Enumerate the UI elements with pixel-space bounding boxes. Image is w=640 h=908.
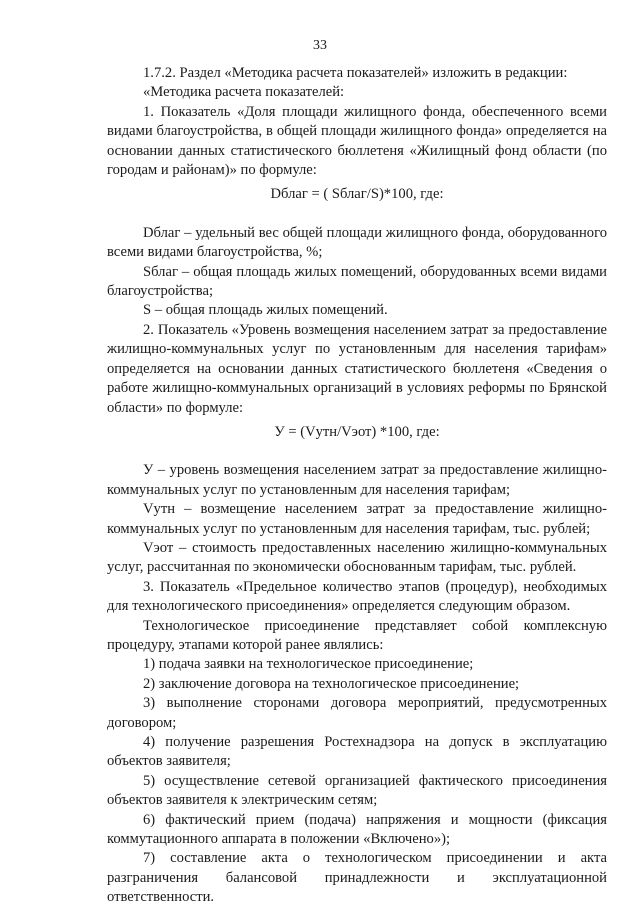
list-item-2: 2) заключение договора на технологическое присоединение; (143, 675, 520, 692)
paragraph-s-definition: S – общая площадь жилых помещений. (143, 302, 388, 319)
list-item-4: 4) получение разрешения Ростехнадзора на допуск в эксплуатацию объектов заявителя; (107, 734, 607, 770)
paragraph-vutn-definition: Vутн – возмещение населением затрат за предоставление жилищно-коммунальных услуг по установленным для населения тарифам, тыс. рублей; (107, 501, 607, 537)
paragraph-indicator-2: 2. Показатель «Уровень возмещения населением затрат за предоставление жилищно-коммунальных услуг по установленным для населения тарифам» определяется на основании данных статистического бюллетеня «Сведения о работе жилищно-коммунальных организаций в условиях реформы по Брянской области» по формуле: (107, 321, 607, 416)
paragraph-section-heading: 1.7.2. Раздел «Методика расчета показателей» изложить в редакции: (143, 65, 568, 81)
paragraph-dblag-definition: Dблаг – удельный вес общей площади жилищного фонда, оборудованного всеми видами благоустройства, %; (107, 224, 607, 261)
paragraph-indicator-1: 1. Показатель «Доля площади жилищного фонда, обеспеченного всеми видами благоустройства, в общей площади жилищного фонда» определяется на основании данных статистического бюллетеня «Жилищный фонд области (по городам и районам)» по формуле: (107, 103, 607, 179)
list-item-1: 1) подача заявки на технологическое присоединение; (143, 656, 474, 673)
paragraph-u-definition: У – уровень возмещения населением затрат за предоставление жилищно-коммунальных услуг по установленным для населения тарифам; (107, 462, 607, 498)
document-body (107, 64, 607, 908)
page-number: 33 (313, 38, 327, 53)
formula-u: У = (Vутн/Vэот) *100, где: (274, 423, 440, 440)
list-item-3: 3) выполнение сторонами договора мероприятий, предусмотренных договором; (107, 695, 607, 731)
formula-dblag: Dблаг = ( Sблаг/S)*100, где: (270, 186, 444, 203)
paragraph-sblag-definition: Sблаг – общая площадь жилых помещений, оборудованных всеми видами благоустройства; (107, 263, 607, 300)
list-item-5: 5) осуществление сетевой организацией фактического присоединения объектов заявителя к электрическим сетям; (107, 772, 607, 809)
paragraph-methodology-title: «Методика расчета показателей: (143, 84, 345, 101)
list-item-6: 6) фактический прием (подача) напряжения и мощности (фиксация коммутационного аппарата в положении «Включено»); (107, 811, 607, 848)
paragraph-tech-connection: Технологическое присоединение представляет собой комплексную процедуру, этапами которой ранее являлись: (107, 617, 607, 653)
paragraph-veot-definition: Vэот – стоимость предоставленных населению жилищно-коммунальных услуг, рассчитанная по экономически обоснованным тарифам, тыс. рублей. (107, 539, 607, 576)
paragraph-indicator-3: 3. Показатель «Предельное количество этапов (процедур), необходимых для технологического присоединения» определяется следующим образом. (107, 578, 607, 615)
list-item-7: 7) составление акта о технологическом присоединении и акта разграничения балансовой принадлежности и эксплуатационной ответственности. (107, 850, 607, 906)
